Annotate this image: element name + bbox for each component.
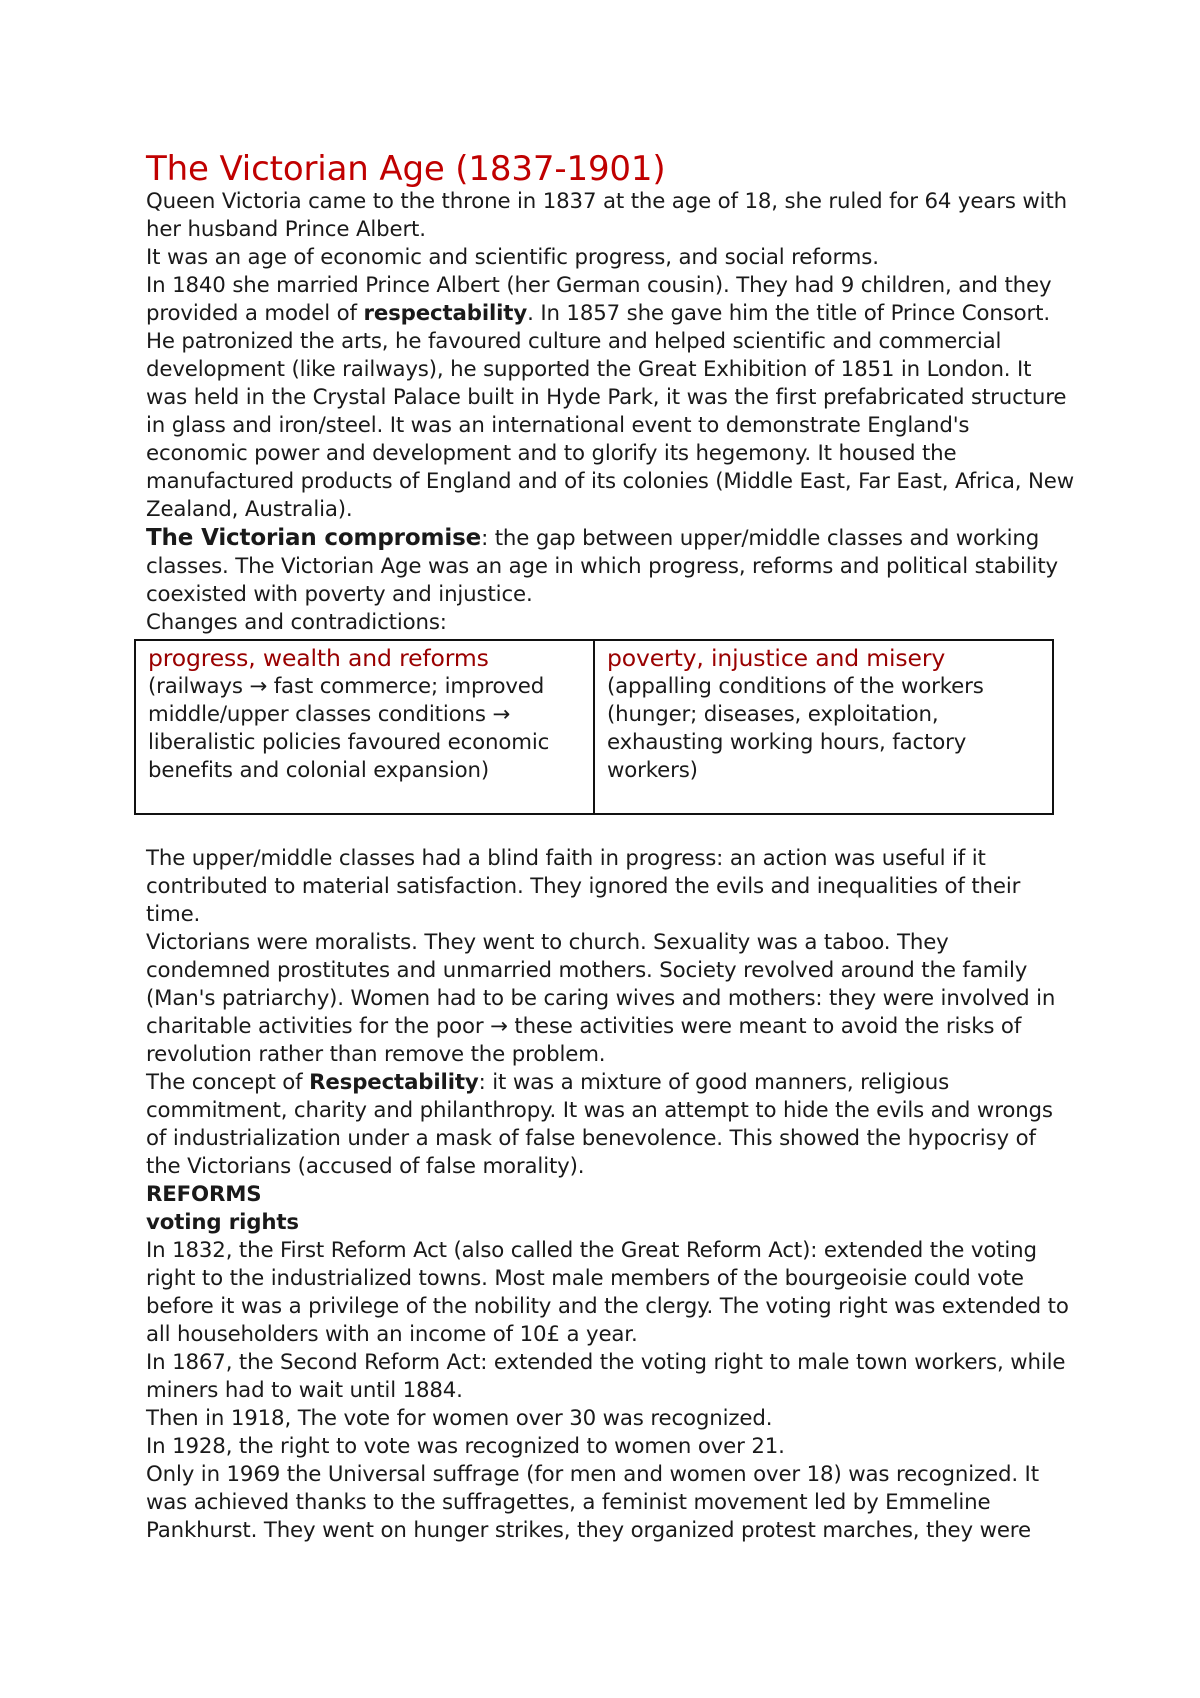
albert-paragraph: In 1840 she married Prince Albert (her German cousin). They had 9 children, and they provided a model of respectability. In 1857 she gave him the title of Prince Consort. He patronized the arts, he favoured culture and helped scientific and commercial development (like railways), he supported the Great Exhibition of 1851 in London. It was held in the Crystal Palace built in Hyde Park, it was the first prefabricated structure in glass and iron/steel. It was an international event to demonstrate England's economic power and development and to glorify its hegemony. It housed the manufactured products of England and of its colonies (Middle East, Far East, Africa, New Zealand, Australia). xyxy=(146,273,1075,522)
column-text: (appalling conditions of the workers (hunger; diseases, exploitation, exhausting working hours, factory workers) xyxy=(607,674,984,783)
table-cell-poverty xyxy=(594,640,1053,814)
voting-paragraph: Only in 1969 the Universal suffrage (for men and women over 18) was recognized. It was achieved thanks to the suffragettes, a feminist movement led by Emmeline Pankhurst. They went on hunger strikes, they organized protest marches, they were xyxy=(146,1462,1039,1543)
bold-term: Respectability xyxy=(309,1070,479,1095)
voting-paragraph: Then in 1918, The vote for women over 30 was recognized. xyxy=(146,1406,773,1431)
moralists-paragraph: Victorians were moralists. They went to church. Sexuality was a taboo. They condemned prostitutes and unmarried mothers. Society revolved around the family (Man's patriarchy). Women had to be caring wives and mothers: they were involved in charitable activities for the poor → these activities were meant to avoid the risks of revolution rather than remove the problem. xyxy=(146,930,1056,1067)
blind-faith-paragraph: The upper/middle classes had a blind faith in progress: an action was useful if it contributed to material satisfaction. They ignored the evils and inequalities of their time. xyxy=(146,846,1021,927)
column-heading: poverty, injustice and misery xyxy=(607,644,946,672)
table-row xyxy=(135,640,1053,814)
document-body xyxy=(146,148,1076,1545)
compromise-paragraph: The Victorian compromise: the gap between upper/middle classes and working classes. The Victorian Age was an age in which progress, reforms and political stability coexisted with poverty and injustice. xyxy=(146,525,1058,607)
reforms-heading: REFORMS xyxy=(146,1182,262,1207)
changes-label: Changes and contradictions: xyxy=(146,610,447,635)
column-heading: progress, wealth and reforms xyxy=(148,644,489,672)
voting-paragraph: In 1928, the right to vote was recognized to women over 21. xyxy=(146,1434,785,1459)
contrast-table xyxy=(134,639,1054,815)
intro-paragraph: Queen Victoria came to the throne in 1837 at the age of 18, she ruled for 64 years with her husband Prince Albert. xyxy=(146,189,1067,242)
voting-paragraph: In 1867, the Second Reform Act: extended the voting right to male town workers, while miners had to wait until 1884. xyxy=(146,1350,1066,1403)
intro-paragraph: It was an age of economic and scientific progress, and social reforms. xyxy=(146,245,879,270)
bold-term: The Victorian compromise xyxy=(146,525,482,551)
table-cell-progress xyxy=(135,640,594,814)
page-title: The Victorian Age (1837-1901) xyxy=(146,149,666,189)
bold-term: respectability xyxy=(363,301,528,326)
voting-paragraph: In 1832, the First Reform Act (also called the Great Reform Act): extended the voting right to the industrialized towns. Most male members of the bourgeoisie could vote before it was a privilege of the nobility and the clergy. The voting right was extended to all householders with an income of 10£ a year. xyxy=(146,1238,1069,1347)
voting-heading: voting rights xyxy=(146,1210,299,1235)
respectability-paragraph: The concept of Respectability: it was a mixture of good manners, religious commitment, charity and philanthropy. It was an attempt to hide the evils and wrongs of industrialization under a mask of false benevolence. This showed the hypocrisy of the Victorians (accused of false morality). xyxy=(146,1070,1053,1179)
column-text: (railways → fast commerce; improved middle/upper classes conditions → liberalistic policies favoured economic benefits and colonial expansion) xyxy=(148,674,550,783)
